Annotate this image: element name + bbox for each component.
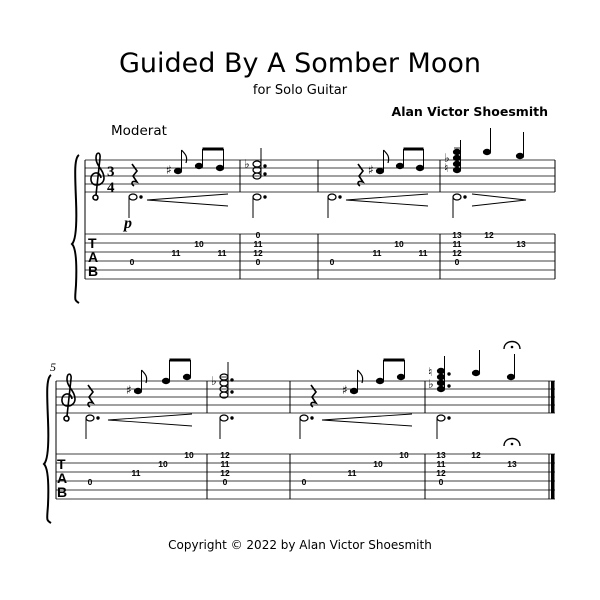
svg-text:11: 11 [131,468,141,478]
crescendo-hairpin-3 [108,414,192,426]
measure-2-notes [244,148,266,218]
svg-text:♭: ♭ [428,377,434,391]
svg-text:12: 12 [471,450,481,460]
measure-7-notes [300,360,405,439]
svg-text:0: 0 [329,257,335,267]
tab-clef-b-2: B [57,484,68,500]
svg-text:0: 0 [255,230,261,240]
crescendo-hairpin-2 [346,194,428,206]
svg-text:12: 12 [253,248,263,258]
system-brace-2 [44,375,51,523]
svg-text:♯: ♯ [368,163,374,177]
tab-staff [85,234,555,279]
song-subtitle: for Solo Guitar [252,83,348,98]
measure-6-notes [211,362,233,439]
measure-5-notes [86,360,191,439]
tab-numbers-system-1 [130,230,526,267]
tab-numbers-system-2 [88,450,517,487]
svg-text:0: 0 [438,477,444,487]
crescendo-hairpin [147,194,228,206]
tab-clef-a-2: A [57,470,68,486]
svg-text:10: 10 [394,239,404,249]
measure-number: 5 [50,360,56,374]
copyright-notice: Copyright © 2022 by Alan Victor Shoesmith [168,538,432,552]
composer-name: Alan Victor Shoesmith [391,104,548,119]
time-signature-top: 3 [107,164,115,180]
svg-text:11: 11 [347,468,357,478]
svg-text:11: 11 [452,239,462,249]
svg-text:♯: ♯ [126,383,132,397]
svg-text:10: 10 [158,459,168,469]
svg-text:♯: ♯ [342,383,348,397]
svg-text:♭: ♭ [244,157,250,171]
svg-text:0: 0 [454,257,460,267]
svg-text:0: 0 [255,257,261,267]
svg-text:♯: ♯ [166,163,172,177]
svg-text:♮: ♮ [428,365,433,379]
fermata-dot [511,346,514,349]
svg-text:♭: ♭ [211,374,217,388]
decrescendo-hairpin [472,194,526,206]
svg-text:13: 13 [516,239,526,249]
svg-text:11: 11 [418,248,428,258]
svg-text:11: 11 [372,248,382,258]
system-brace [72,155,79,303]
svg-text:12: 12 [452,248,462,258]
svg-text:11: 11 [217,248,227,258]
svg-text:13: 13 [452,230,462,240]
svg-text:11: 11 [253,239,263,249]
svg-text:13: 13 [507,459,517,469]
svg-text:12: 12 [484,230,494,240]
standard-staff [85,160,555,192]
tab-clef-a: A [88,249,99,265]
svg-text:11: 11 [220,459,230,469]
tab-clef-b: B [88,263,99,279]
crescendo-hairpin-4 [322,414,412,426]
tab-clef-t: T [88,235,97,251]
system-2 [44,342,555,524]
svg-text:10: 10 [373,459,383,469]
system-1 [72,128,555,303]
dynamic-piano: p [124,215,132,232]
time-signature-bottom: 4 [107,180,115,196]
svg-text:11: 11 [436,459,446,469]
svg-text:10: 10 [184,450,194,460]
svg-text:0: 0 [87,477,93,487]
measure-8-notes [428,350,515,439]
svg-text:0: 0 [222,477,228,487]
measure-1-notes [129,149,224,218]
svg-text:10: 10 [399,450,409,460]
final-barline [551,381,555,499]
svg-text:12: 12 [220,468,230,478]
measure-3-notes [328,149,424,218]
svg-text:♭: ♭ [444,151,450,165]
svg-text:13: 13 [436,450,446,460]
svg-text:0: 0 [129,257,135,267]
svg-text:10: 10 [194,239,204,249]
svg-text:♮: ♮ [444,161,449,175]
svg-text:11: 11 [171,248,181,258]
svg-text:12: 12 [436,468,446,478]
tab-clef-t-2: T [57,456,66,472]
fermata-dot-2 [511,443,514,446]
svg-text:0: 0 [301,477,307,487]
tempo-marking: Moderat [111,123,167,139]
svg-text:12: 12 [220,450,230,460]
song-title: Guided By A Somber Moon [119,48,481,79]
